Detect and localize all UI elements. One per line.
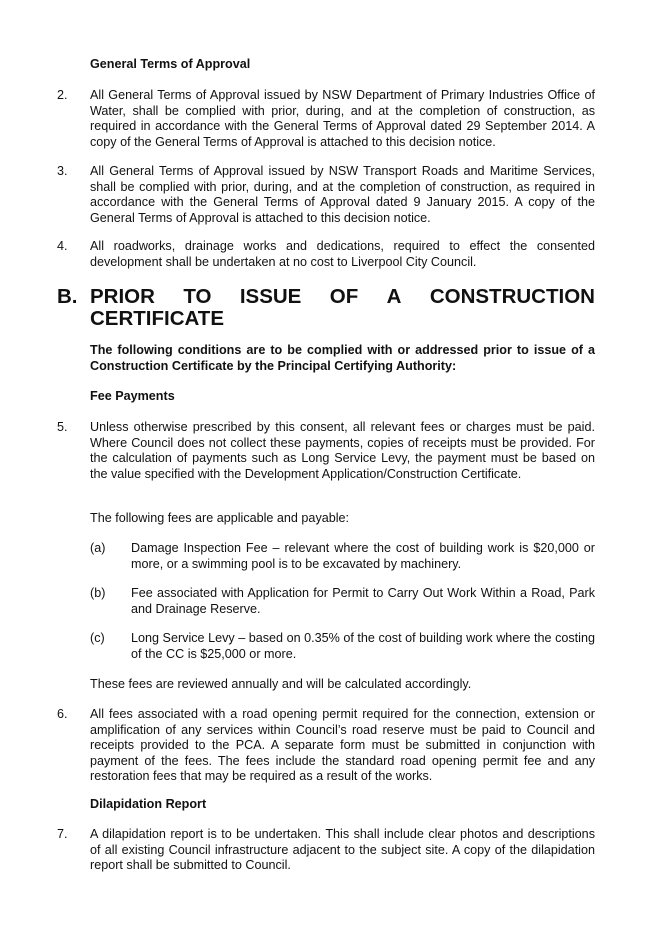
- condition-number: 3.: [57, 164, 68, 178]
- condition-number: 7.: [57, 827, 68, 841]
- section-b-intro: The following conditions are to be complied with or addressed prior to issue of a Construction Certificate by the Principal Certifying Authority:: [90, 343, 595, 373]
- fees-outro: These fees are reviewed annually and will be calculated accordingly.: [90, 677, 472, 691]
- condition-number: 4.: [57, 239, 68, 253]
- title-word: TO: [183, 285, 212, 308]
- section-title-line-1: [90, 286, 595, 308]
- fee-label: (c): [90, 631, 105, 645]
- section-title-line-2: CERTIFICATE: [90, 307, 225, 330]
- condition-text: All roadworks, drainage works and dedications, required to effect the consented development shall be undertaken at no cost to Liverpool City Council.: [90, 239, 595, 269]
- fee-text: Long Service Levy – based on 0.35% of the cost of building work where the costing of the CC is $25,000 or more.: [131, 631, 595, 661]
- condition-number: 5.: [57, 420, 68, 434]
- general-terms-heading: General Terms of Approval: [90, 57, 251, 71]
- condition-number: 2.: [57, 88, 68, 102]
- title-word: A: [386, 285, 402, 308]
- title-word: CONSTRUCTION: [429, 285, 595, 308]
- fee-payments-heading: Fee Payments: [90, 389, 175, 403]
- fee-text: Fee associated with Application for Permit to Carry Out Work Within a Road, Park and Drainage Reserve.: [131, 586, 595, 616]
- title-word: ISSUE: [239, 285, 302, 308]
- fee-text: Damage Inspection Fee – relevant where the cost of building work is $20,000 or more, or a swimming pool is to be excavated by machinery.: [131, 541, 595, 571]
- fees-intro: The following fees are applicable and payable:: [90, 511, 350, 525]
- condition-text: A dilapidation report is to be undertaken. This shall include clear photos and descriptions of all existing Council infrastructure adjacent to the subject site. A copy of the dilapidation report shall be submitted to Council.: [90, 827, 595, 872]
- dilapidation-heading: Dilapidation Report: [90, 797, 207, 811]
- section-b-title: [57, 286, 595, 330]
- condition-text: All General Terms of Approval issued by NSW Transport Roads and Maritime Services, shall be complied with prior, during, and at the completion of construction, as required in accordance with the General Terms of Approval dated 9 January 2015. A copy of the General Terms of Approval is attached to this decision notice.: [90, 164, 595, 225]
- title-word: OF: [329, 285, 359, 308]
- section-letter: B.: [57, 285, 78, 308]
- condition-text: All General Terms of Approval issued by NSW Department of Primary Industries Office of Water, shall be complied with prior, during, and at the completion of construction, as required in accordance with the General Terms of Approval dated 29 September 2014. A copy of the General Terms of Approval is attached to this decision notice.: [90, 88, 595, 149]
- fee-label: (a): [90, 541, 106, 555]
- condition-number: 6.: [57, 707, 68, 721]
- condition-text: Unless otherwise prescribed by this consent, all relevant fees or charges must be paid. Where Council does not collect these payments, copies of receipts must be provided. For the calculation of payments such as Long Service Levy, the payment must be based on the value specified with the Development Application/Construction Certificate.: [90, 420, 595, 481]
- fee-label: (b): [90, 586, 106, 600]
- condition-text: All fees associated with a road opening permit required for the connection, extension or amplification of any services within Council’s road reserve must be paid to Council and receipts provided to the PCA. A separate form must be submitted in conjunction with payment of the fees. The fees include the standard road opening permit fee and any restoration fees that may be required as a result of the works.: [90, 707, 595, 783]
- title-word: PRIOR: [90, 285, 155, 308]
